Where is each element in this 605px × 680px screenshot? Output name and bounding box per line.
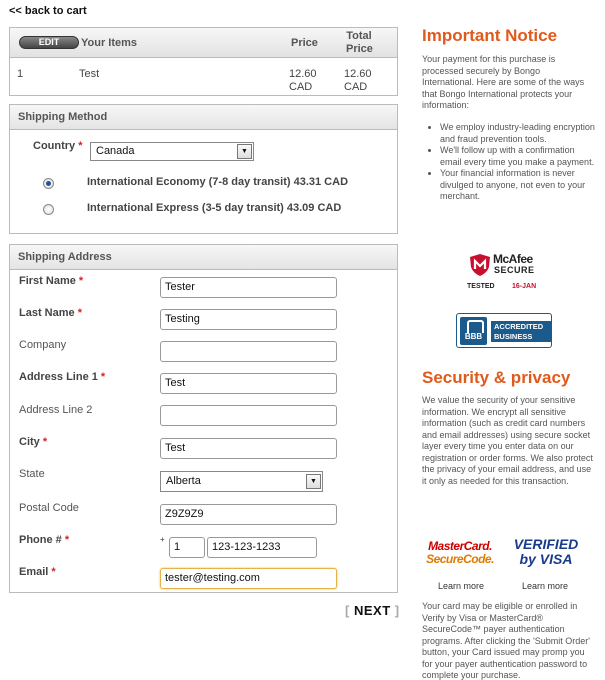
shipping-address-title: Shipping Address	[10, 245, 397, 270]
mcafee-secure-badge[interactable]	[466, 252, 546, 292]
verified-by-visa-logo: VERIFIED by VISA	[513, 536, 579, 567]
mcafee-brand: McAfee	[493, 252, 533, 266]
list-item: • We'll follow up with a confirmation email every time you make a payment.	[440, 145, 595, 168]
security-privacy-text: We value the security of your sensitive information. We encrypt all sensitive information (such as credit card numbers and email addresses) using secure socket layer every time you enter data on our registration or order forms. We also protect the privacy of your email address, and use it only as needed for this transaction.	[422, 395, 593, 486]
city-label: City *	[19, 436, 48, 448]
list-item: • Your financial information is never divulged to anyone, not even to your merchant.	[440, 168, 595, 203]
phone-plus-sign: +	[160, 535, 165, 544]
first-name-field[interactable]: Tester	[160, 277, 337, 298]
bbb-seal-icon: BBB	[460, 317, 487, 345]
phone-country-code-field[interactable]: 1	[169, 537, 205, 558]
item-total: 12.60 CAD	[344, 68, 372, 93]
security-privacy-title: Security & privacy	[422, 368, 571, 387]
state-label: State	[19, 468, 45, 480]
mastercard-learn-more-link[interactable]: Learn more	[438, 581, 485, 591]
next-button[interactable]: [ NEXT ]	[345, 603, 400, 618]
last-name-field[interactable]: Testing	[160, 309, 337, 330]
company-field[interactable]	[160, 341, 337, 362]
company-label: Company	[19, 339, 67, 351]
mcafee-secure-label: SECURE	[494, 265, 535, 275]
last-name-label: Last Name *	[19, 307, 82, 319]
address2-label: Address Line 2	[19, 404, 93, 416]
first-name-label: First Name *	[19, 275, 84, 287]
card-authentication-text: Your card may be eligible or enrolled in Verify by Visa or MasterCard® SecureCode™ payer authentication programs. After clicking the 'Submit Order' button, your Card issued may promp you for your payer authentication password to complete your purchase.	[422, 601, 590, 680]
important-notice-intro: Your payment for this purchase is processed securely by Bongo International. Here are some of the ways that Bongo International protects your information:	[422, 54, 585, 110]
shipping-address-panel	[9, 244, 398, 593]
address1-field[interactable]: Test	[160, 373, 337, 394]
address2-field[interactable]	[160, 405, 337, 426]
shipping-option-express: International Express (3-5 day transit) 43.09 CAD	[87, 202, 342, 214]
email-label: Email *	[19, 566, 56, 578]
col-header-price: Price	[291, 37, 318, 49]
item-name: Test	[79, 68, 100, 80]
back-to-cart-link[interactable]: << back to cart	[9, 5, 87, 17]
visa-learn-more-link[interactable]: Learn more	[522, 581, 569, 591]
shipping-method-title: Shipping Method	[10, 105, 397, 130]
address1-label: Address Line 1 *	[19, 371, 106, 383]
col-header-items: Your Items	[81, 37, 138, 49]
cart-header	[10, 28, 397, 58]
item-price: 12.60 CAD	[289, 68, 317, 93]
state-select[interactable]: Alberta ▼	[160, 471, 323, 492]
bbb-text: ACCREDITED BUSINESS	[491, 321, 551, 342]
cart-table	[9, 27, 398, 96]
shipping-method-panel	[9, 104, 398, 234]
city-field[interactable]: Test	[160, 438, 337, 459]
table-row	[10, 58, 397, 96]
col-header-total: Total Price	[346, 30, 373, 55]
radio-express[interactable]	[43, 204, 54, 215]
phone-number-field[interactable]: 123-123-1233	[207, 537, 317, 558]
mcafee-tested-label: TESTED	[467, 283, 495, 290]
mcafee-date: 16-JAN	[512, 283, 537, 290]
mcafee-shield-icon	[469, 253, 491, 277]
mastercard-securecode-logo: MasterCard. SecureCode.	[426, 539, 494, 566]
important-notice-title: Important Notice	[422, 26, 558, 45]
edit-cart-button[interactable]: EDIT	[19, 36, 79, 49]
chevron-down-icon: ▼	[237, 144, 252, 159]
bbb-accredited-badge[interactable]	[456, 313, 552, 348]
country-select[interactable]: Canada ▼	[90, 142, 254, 161]
important-notice-list	[440, 122, 595, 203]
country-label: Country *	[33, 140, 83, 152]
shipping-option-economy: International Economy (7-8 day transit) 43.31 CAD	[87, 176, 349, 188]
phone-label: Phone # *	[19, 534, 70, 546]
postal-code-label: Postal Code	[19, 502, 79, 514]
radio-economy[interactable]	[43, 178, 54, 189]
item-qty: 1	[17, 68, 24, 80]
postal-code-field[interactable]: Z9Z9Z9	[160, 504, 337, 525]
email-field[interactable]: tester@testing.com	[160, 568, 337, 589]
list-item: • We employ industry-leading encryption and fraud prevention tools.	[440, 122, 595, 145]
chevron-down-icon: ▼	[306, 474, 321, 489]
